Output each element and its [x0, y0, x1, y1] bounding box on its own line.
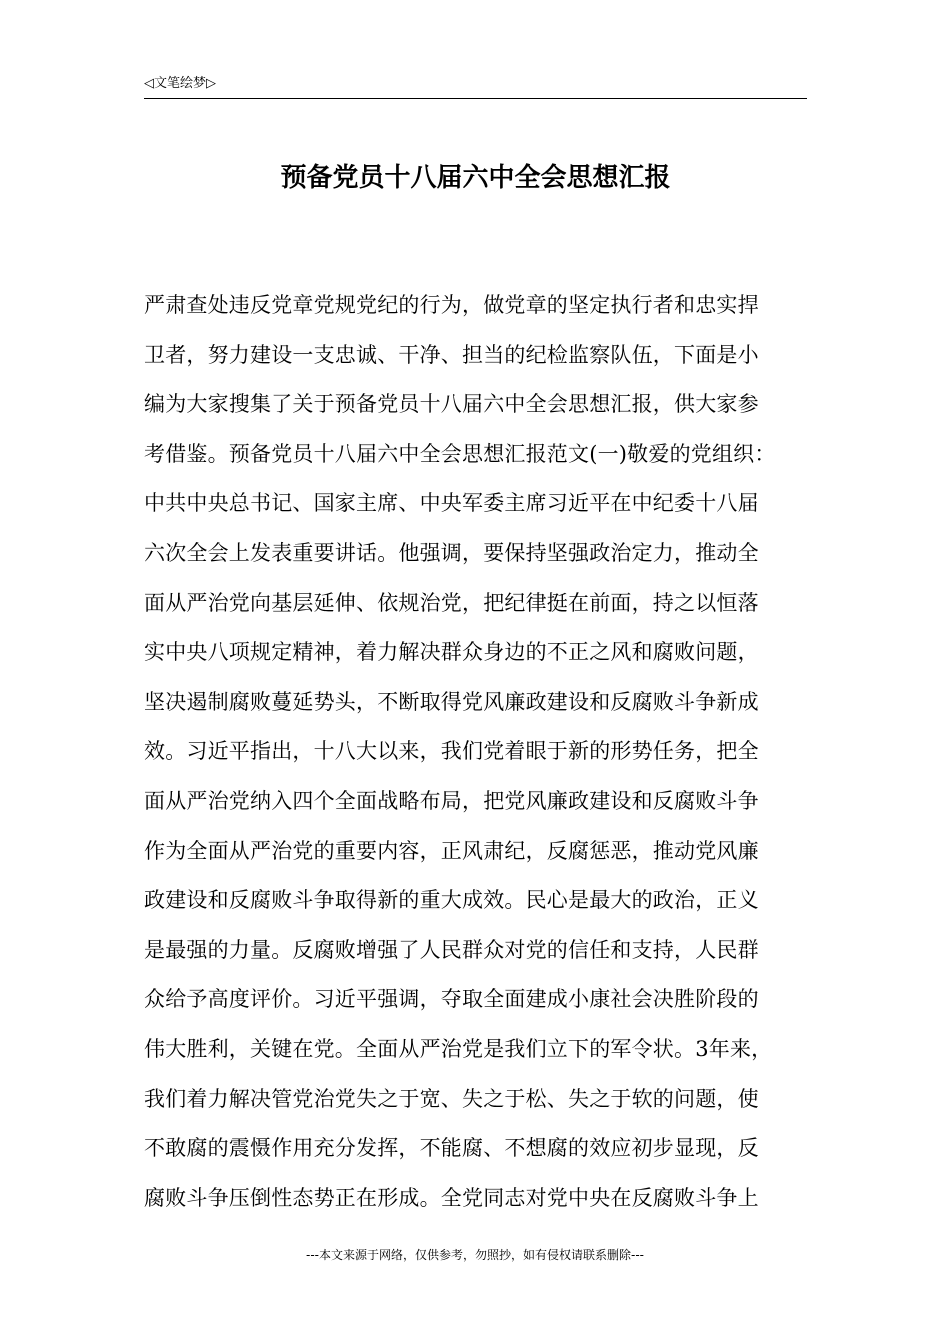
body-line: 政建设和反腐败斗争取得新的重大成效。民心是最大的政治，正义: [144, 888, 759, 913]
body-line: 效。习近平指出，十八大以来，我们党着眼于新的形势任务，把全: [144, 739, 759, 764]
body-line: 伟大胜利，关键在党。全面从严治党是我们立下的军令状。3年来，: [144, 1036, 773, 1061]
body-line: 我们着力解决管党治党失之于宽、失之于松、失之于软的问题，使: [144, 1086, 759, 1111]
page-header: [144, 72, 807, 99]
body-line: 六次全会上发表重要讲话。他强调，要保持坚强政治定力，推动全: [144, 540, 759, 565]
document-body: [144, 281, 824, 1223]
document-title: 预备党员十八届六中全会思想汇报: [280, 163, 671, 193]
source-notice: ---本文来源于网络，仅供参考，勿照抄，如有侵权请联系删除---: [306, 1248, 644, 1262]
body-line: 腐败斗争压倒性态势正在形成。全党同志对党中央在反腐败斗争上: [144, 1185, 759, 1210]
body-line: 面从严治党纳入四个全面战略布局，把党风廉政建设和反腐败斗争: [144, 788, 759, 813]
body-line: 不敢腐的震慑作用充分发挥，不能腐、不想腐的效应初步显现，反: [144, 1136, 759, 1161]
body-line: 作为全面从严治党的重要内容，正风肃纪，反腐惩恶，推动党风廉: [144, 838, 759, 863]
body-line: 面从严治党向基层延伸、依规治党，把纪律挺在前面，持之以恒落: [144, 590, 759, 615]
body-line: 中共中央总书记、国家主席、中央军委主席习近平在中纪委十八届: [144, 491, 759, 516]
body-line: 众给予高度评价。习近平强调，夺取全面建成小康社会决胜阶段的: [144, 987, 759, 1012]
body-line: 是最强的力量。反腐败增强了人民群众对党的信任和支持，人民群: [144, 937, 759, 962]
body-line: 严肃查处违反党章党规党纪的行为，做党章的坚定执行者和忠实捍: [144, 293, 759, 317]
header-brand: ◁文笔绘梦▷: [144, 76, 216, 91]
body-line: 考借鉴。预备党员十八届六中全会思想汇报范文(一)敬爱的党组织：: [144, 441, 776, 466]
body-line: 编为大家搜集了关于预备党员十八届六中全会思想汇报，供大家参: [144, 392, 759, 417]
body-line: 坚决遏制腐败蔓延势头，不断取得党风廉政建设和反腐败斗争新成: [144, 689, 759, 714]
body-line: 实中央八项规定精神，着力解决群众身边的不正之风和腐败问题，: [144, 640, 759, 665]
body-line: 卫者，努力建设一支忠诚、干净、担当的纪检监察队伍，下面是小: [144, 342, 759, 367]
